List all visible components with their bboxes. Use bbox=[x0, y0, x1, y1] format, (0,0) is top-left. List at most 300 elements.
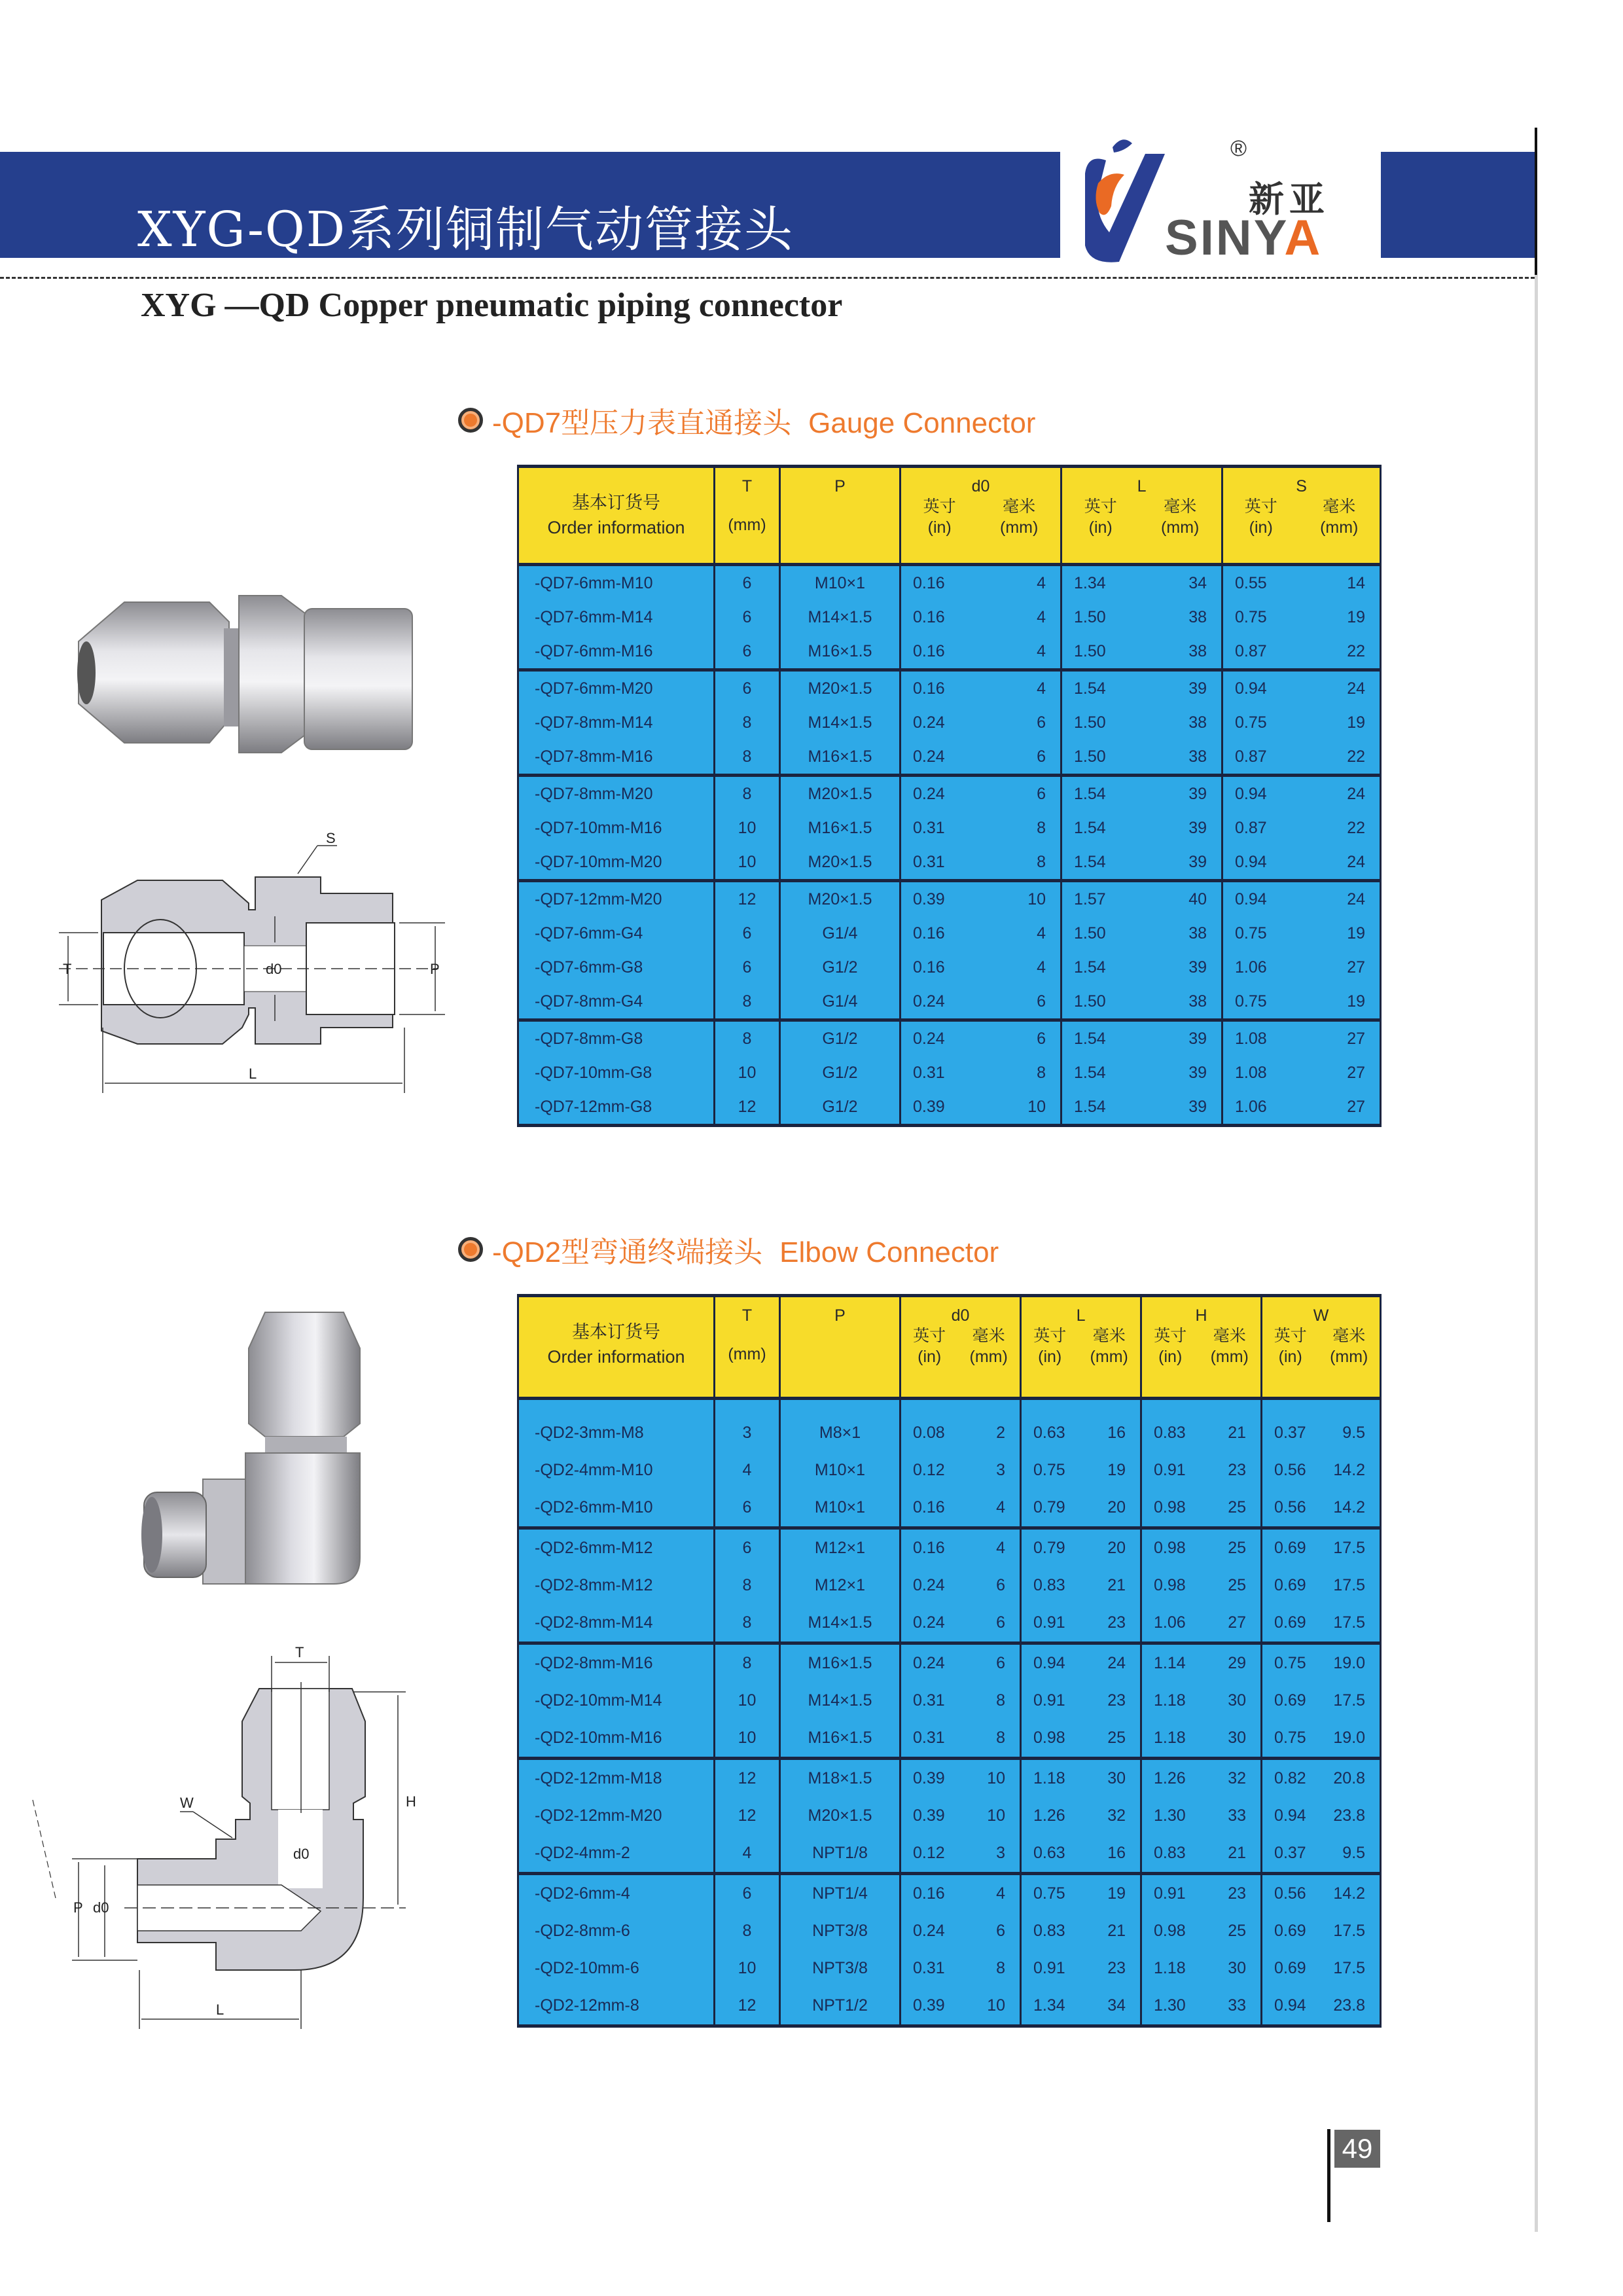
cell-h-mm: 33 bbox=[1202, 1797, 1262, 1835]
cell-d0-mm: 10 bbox=[981, 1090, 1061, 1126]
cell-t: 12 bbox=[715, 1090, 780, 1126]
cell-l-mm: 38 bbox=[1142, 916, 1222, 950]
cell-d0-in: 0.16 bbox=[901, 1874, 961, 1913]
table-row bbox=[518, 1399, 1381, 1452]
table-row bbox=[518, 1719, 1381, 1759]
cell-l-mm: 16 bbox=[1081, 1399, 1141, 1452]
cell-w-in: 0.69 bbox=[1262, 1682, 1321, 1719]
cell-p: M18×1.5 bbox=[780, 1759, 901, 1798]
elbow-connector-photo bbox=[118, 1296, 380, 1590]
section-heading-gauge bbox=[458, 399, 1035, 441]
cell-p: NPT1/4 bbox=[780, 1874, 901, 1913]
cell-p: M10×1 bbox=[780, 1489, 901, 1528]
cell-h-in: 1.06 bbox=[1141, 1604, 1202, 1643]
cell-s-in: 0.94 bbox=[1222, 670, 1301, 706]
cell-order: -QD7-6mm-M20 bbox=[518, 670, 715, 706]
cell-l-mm: 23 bbox=[1081, 1682, 1141, 1719]
cell-w-in: 0.69 bbox=[1262, 1604, 1321, 1643]
page-subtitle: XYG —QD Copper pneumatic piping connector bbox=[141, 287, 843, 324]
col-header-w: W 英寸 (in) 毫米 (mm) bbox=[1262, 1296, 1381, 1399]
cell-l-in: 1.54 bbox=[1061, 845, 1142, 881]
cell-d0-mm: 6 bbox=[981, 1020, 1061, 1056]
cell-h-in: 0.91 bbox=[1141, 1874, 1202, 1913]
col-header-h: H 英寸 (in) 毫米 (mm) bbox=[1141, 1296, 1262, 1399]
cell-d0-in: 0.24 bbox=[901, 776, 981, 812]
cell-t: 6 bbox=[715, 634, 780, 670]
cell-h-in: 1.18 bbox=[1141, 1682, 1202, 1719]
cell-t: 6 bbox=[715, 916, 780, 950]
cell-s-in: 0.94 bbox=[1222, 881, 1301, 917]
table-row bbox=[518, 1835, 1381, 1874]
cell-order: -QD2-12mm-M18 bbox=[518, 1759, 715, 1798]
cell-d0-in: 0.24 bbox=[901, 1604, 961, 1643]
cell-t: 6 bbox=[715, 1528, 780, 1568]
cell-l-in: 1.18 bbox=[1021, 1759, 1081, 1798]
dim-label-p: P bbox=[73, 1899, 83, 1916]
section-heading-elbow bbox=[458, 1229, 999, 1270]
cell-d0-mm: 4 bbox=[981, 670, 1061, 706]
cell-d0-in: 0.24 bbox=[901, 1912, 961, 1950]
cell-d0-mm: 6 bbox=[961, 1567, 1021, 1604]
cell-order: -QD2-8mm-6 bbox=[518, 1912, 715, 1950]
cell-l-mm: 19 bbox=[1081, 1452, 1141, 1489]
cell-l-mm: 38 bbox=[1142, 634, 1222, 670]
table-row bbox=[518, 1987, 1381, 2026]
cell-t: 8 bbox=[715, 706, 780, 740]
cell-s-mm: 19 bbox=[1301, 916, 1381, 950]
cell-h-mm: 25 bbox=[1202, 1912, 1262, 1950]
cell-s-in: 0.75 bbox=[1222, 984, 1301, 1020]
cell-s-mm: 22 bbox=[1301, 740, 1381, 776]
cell-l-in: 1.50 bbox=[1061, 706, 1142, 740]
cell-s-mm: 19 bbox=[1301, 984, 1381, 1020]
bullet-icon bbox=[458, 1237, 483, 1262]
cell-l-in: 1.26 bbox=[1021, 1797, 1081, 1835]
cell-w-mm: 9.5 bbox=[1321, 1835, 1381, 1874]
page-number-rule bbox=[1327, 2129, 1330, 2222]
cell-l-in: 1.50 bbox=[1061, 634, 1142, 670]
cell-d0-in: 0.16 bbox=[901, 565, 981, 601]
cell-t: 10 bbox=[715, 1719, 780, 1759]
cell-l-mm: 21 bbox=[1081, 1912, 1141, 1950]
cell-d0-in: 0.31 bbox=[901, 1719, 961, 1759]
cell-p: G1/2 bbox=[780, 1090, 901, 1126]
cell-p: M10×1 bbox=[780, 1452, 901, 1489]
cell-d0-in: 0.12 bbox=[901, 1452, 961, 1489]
cell-order: -QD7-10mm-G8 bbox=[518, 1056, 715, 1090]
cell-p: G1/2 bbox=[780, 1020, 901, 1056]
table-row bbox=[518, 1797, 1381, 1835]
table-row bbox=[518, 984, 1381, 1020]
cell-l-in: 1.54 bbox=[1061, 1056, 1142, 1090]
cell-l-mm: 38 bbox=[1142, 740, 1222, 776]
order-en: Order information bbox=[547, 518, 685, 537]
cell-l-mm: 40 bbox=[1142, 881, 1222, 917]
cell-t: 8 bbox=[715, 1020, 780, 1056]
cell-d0-mm: 4 bbox=[981, 916, 1061, 950]
table-row bbox=[518, 1489, 1381, 1528]
cell-order: -QD2-6mm-M12 bbox=[518, 1528, 715, 1568]
cell-l-in: 0.75 bbox=[1021, 1452, 1081, 1489]
cell-p: M8×1 bbox=[780, 1399, 901, 1452]
cell-p: NPT3/8 bbox=[780, 1912, 901, 1950]
cell-d0-mm: 3 bbox=[961, 1452, 1021, 1489]
cell-l-mm: 38 bbox=[1142, 600, 1222, 634]
cell-l-in: 1.50 bbox=[1061, 600, 1142, 634]
cell-p: M20×1.5 bbox=[780, 670, 901, 706]
dim-label-d0: d0 bbox=[93, 1899, 109, 1916]
cell-p: M14×1.5 bbox=[780, 1604, 901, 1643]
cell-p: G1/4 bbox=[780, 916, 901, 950]
cell-l-mm: 38 bbox=[1142, 706, 1222, 740]
cell-d0-in: 0.12 bbox=[901, 1835, 961, 1874]
cell-d0-in: 0.31 bbox=[901, 1950, 961, 1987]
cell-s-in: 0.94 bbox=[1222, 776, 1301, 812]
cell-w-in: 0.37 bbox=[1262, 1835, 1321, 1874]
elbow-connector-spec-table bbox=[517, 1294, 1382, 2028]
cell-d0-in: 0.39 bbox=[901, 1759, 961, 1798]
cell-s-in: 1.06 bbox=[1222, 950, 1301, 984]
cell-order: -QD2-6mm-M10 bbox=[518, 1489, 715, 1528]
col-header-t: T (mm) bbox=[715, 1296, 780, 1399]
section-heading-cn: -QD2型弯通终端接头 bbox=[492, 1236, 763, 1268]
cell-s-in: 0.87 bbox=[1222, 634, 1301, 670]
cell-h-mm: 30 bbox=[1202, 1950, 1262, 1987]
cell-l-in: 0.83 bbox=[1021, 1912, 1081, 1950]
cell-l-in: 1.50 bbox=[1061, 740, 1142, 776]
table-row bbox=[518, 740, 1381, 776]
brand-name-en bbox=[1165, 209, 1322, 266]
cell-w-mm: 17.5 bbox=[1321, 1604, 1381, 1643]
cell-l-mm: 32 bbox=[1081, 1797, 1141, 1835]
header-band-right bbox=[1381, 152, 1537, 258]
cell-d0-mm: 2 bbox=[961, 1399, 1021, 1452]
cell-order: -QD2-10mm-6 bbox=[518, 1950, 715, 1987]
table-row bbox=[518, 845, 1381, 881]
cell-t: 8 bbox=[715, 1912, 780, 1950]
cell-d0-in: 0.39 bbox=[901, 1987, 961, 2026]
cell-l-mm: 39 bbox=[1142, 776, 1222, 812]
cell-s-in: 1.08 bbox=[1222, 1020, 1301, 1056]
cell-w-in: 0.69 bbox=[1262, 1912, 1321, 1950]
cell-h-mm: 25 bbox=[1202, 1528, 1262, 1568]
table-row bbox=[518, 1056, 1381, 1090]
cell-h-in: 1.18 bbox=[1141, 1719, 1202, 1759]
cell-w-mm: 17.5 bbox=[1321, 1682, 1381, 1719]
table-row bbox=[518, 600, 1381, 634]
cell-w-mm: 23.8 bbox=[1321, 1987, 1381, 2026]
cell-d0-in: 0.39 bbox=[901, 1090, 981, 1126]
col-header-order bbox=[518, 1296, 715, 1399]
cell-l-in: 1.50 bbox=[1061, 984, 1142, 1020]
elbow-connector-photo-icon bbox=[118, 1296, 380, 1590]
cell-l-mm: 34 bbox=[1081, 1987, 1141, 2026]
cell-w-mm: 17.5 bbox=[1321, 1567, 1381, 1604]
cell-d0-in: 0.08 bbox=[901, 1399, 961, 1452]
order-en: Order information bbox=[547, 1347, 685, 1367]
cell-order: -QD7-6mm-M16 bbox=[518, 634, 715, 670]
cell-s-mm: 27 bbox=[1301, 1090, 1381, 1126]
cell-p: M14×1.5 bbox=[780, 706, 901, 740]
cell-s-mm: 24 bbox=[1301, 845, 1381, 881]
order-cn: 基本订货号 bbox=[572, 1322, 660, 1342]
table-row bbox=[518, 1452, 1381, 1489]
cell-d0-in: 0.39 bbox=[901, 1797, 961, 1835]
cell-w-in: 0.94 bbox=[1262, 1797, 1321, 1835]
cell-t: 10 bbox=[715, 811, 780, 845]
cell-d0-mm: 4 bbox=[961, 1489, 1021, 1528]
cell-order: -QD7-8mm-M14 bbox=[518, 706, 715, 740]
dim-label-w: W bbox=[180, 1795, 194, 1811]
table-row bbox=[518, 1643, 1381, 1683]
cell-s-mm: 14 bbox=[1301, 565, 1381, 601]
cell-l-in: 1.54 bbox=[1061, 950, 1142, 984]
table-row bbox=[518, 1567, 1381, 1604]
cell-w-in: 0.94 bbox=[1262, 1987, 1321, 2026]
cell-w-in: 0.69 bbox=[1262, 1950, 1321, 1987]
brand-name-en-tail: A bbox=[1284, 210, 1323, 266]
table-row bbox=[518, 1604, 1381, 1643]
cell-s-in: 0.55 bbox=[1222, 565, 1301, 601]
cell-d0-mm: 4 bbox=[961, 1874, 1021, 1913]
cell-l-in: 1.54 bbox=[1061, 670, 1142, 706]
col-header-l: L 英寸 (in) 毫米 (mm) bbox=[1061, 467, 1222, 565]
cell-t: 6 bbox=[715, 670, 780, 706]
table-row bbox=[518, 881, 1381, 917]
cell-h-mm: 32 bbox=[1202, 1759, 1262, 1798]
cell-d0-mm: 4 bbox=[961, 1528, 1021, 1568]
cell-order: -QD2-8mm-M12 bbox=[518, 1567, 715, 1604]
cell-order: -QD7-10mm-M20 bbox=[518, 845, 715, 881]
cell-d0-in: 0.31 bbox=[901, 1682, 961, 1719]
cell-h-in: 0.98 bbox=[1141, 1912, 1202, 1950]
dim-label-t: T bbox=[295, 1644, 304, 1660]
dim-label-h: H bbox=[406, 1793, 416, 1810]
table-row bbox=[518, 634, 1381, 670]
cell-l-in: 0.79 bbox=[1021, 1528, 1081, 1568]
cell-h-in: 1.14 bbox=[1141, 1643, 1202, 1683]
table-row bbox=[518, 916, 1381, 950]
table-row bbox=[518, 1950, 1381, 1987]
cell-w-in: 0.69 bbox=[1262, 1528, 1321, 1568]
cell-t: 12 bbox=[715, 881, 780, 917]
cell-h-mm: 23 bbox=[1202, 1874, 1262, 1913]
cell-l-mm: 39 bbox=[1142, 811, 1222, 845]
cell-t: 10 bbox=[715, 845, 780, 881]
cell-order: -QD2-10mm-M16 bbox=[518, 1719, 715, 1759]
cell-p: M20×1.5 bbox=[780, 1797, 901, 1835]
cell-h-mm: 21 bbox=[1202, 1835, 1262, 1874]
table-row bbox=[518, 776, 1381, 812]
cell-p: M16×1.5 bbox=[780, 1719, 901, 1759]
table-row bbox=[518, 1020, 1381, 1056]
cell-w-mm: 17.5 bbox=[1321, 1950, 1381, 1987]
cell-s-mm: 27 bbox=[1301, 950, 1381, 984]
cell-d0-mm: 3 bbox=[961, 1835, 1021, 1874]
cell-d0-mm: 8 bbox=[961, 1719, 1021, 1759]
cell-d0-mm: 4 bbox=[981, 950, 1061, 984]
cell-order: -QD2-12mm-8 bbox=[518, 1987, 715, 2026]
cell-h-in: 0.91 bbox=[1141, 1452, 1202, 1489]
cell-w-mm: 17.5 bbox=[1321, 1912, 1381, 1950]
cell-l-mm: 39 bbox=[1142, 1020, 1222, 1056]
page-title: XYG-QD系列铜制气动管接头 bbox=[137, 202, 794, 258]
col-header-t: T (mm) bbox=[715, 467, 780, 565]
cell-w-in: 0.37 bbox=[1262, 1399, 1321, 1452]
cell-h-in: 1.18 bbox=[1141, 1950, 1202, 1987]
cell-s-in: 0.94 bbox=[1222, 845, 1301, 881]
cell-h-mm: 25 bbox=[1202, 1567, 1262, 1604]
cell-d0-in: 0.31 bbox=[901, 811, 981, 845]
cell-l-mm: 24 bbox=[1081, 1643, 1141, 1683]
cell-w-in: 0.75 bbox=[1262, 1719, 1321, 1759]
cell-order: -QD7-6mm-M14 bbox=[518, 600, 715, 634]
cell-p: M16×1.5 bbox=[780, 634, 901, 670]
dim-label-s: S bbox=[326, 830, 336, 846]
cell-p: M16×1.5 bbox=[780, 1643, 901, 1683]
table-row bbox=[518, 670, 1381, 706]
cell-d0-in: 0.24 bbox=[901, 1567, 961, 1604]
table-row bbox=[518, 1912, 1381, 1950]
cell-order: -QD7-6mm-G8 bbox=[518, 950, 715, 984]
registered-mark: ® bbox=[1230, 136, 1247, 161]
dim-label-t: T bbox=[63, 961, 72, 977]
cell-h-mm: 33 bbox=[1202, 1987, 1262, 2026]
cell-d0-mm: 10 bbox=[961, 1759, 1021, 1798]
gauge-connector-photo bbox=[72, 569, 438, 766]
cell-d0-mm: 6 bbox=[981, 984, 1061, 1020]
cell-t: 6 bbox=[715, 600, 780, 634]
cell-s-in: 0.75 bbox=[1222, 600, 1301, 634]
col-header-l: L 英寸 (in) 毫米 (mm) bbox=[1021, 1296, 1141, 1399]
cell-h-in: 1.26 bbox=[1141, 1759, 1202, 1798]
col-header-d0: d0 英寸 (in) 毫米 (mm) bbox=[901, 1296, 1021, 1399]
cell-l-mm: 39 bbox=[1142, 1090, 1222, 1126]
cell-d0-mm: 10 bbox=[961, 1987, 1021, 2026]
cell-h-mm: 27 bbox=[1202, 1604, 1262, 1643]
cell-w-in: 0.56 bbox=[1262, 1874, 1321, 1913]
table-row bbox=[518, 565, 1381, 601]
cell-t: 8 bbox=[715, 1643, 780, 1683]
cell-l-in: 1.57 bbox=[1061, 881, 1142, 917]
cell-order: -QD2-4mm-M10 bbox=[518, 1452, 715, 1489]
cell-d0-in: 0.24 bbox=[901, 984, 981, 1020]
cell-l-in: 1.34 bbox=[1061, 565, 1142, 601]
cell-l-mm: 39 bbox=[1142, 845, 1222, 881]
header-divider bbox=[0, 277, 1535, 279]
cell-w-in: 0.75 bbox=[1262, 1643, 1321, 1683]
cell-p: NPT1/2 bbox=[780, 1987, 901, 2026]
cell-l-in: 0.79 bbox=[1021, 1489, 1081, 1528]
cell-d0-mm: 8 bbox=[981, 845, 1061, 881]
cell-d0-in: 0.24 bbox=[901, 1643, 961, 1683]
cell-s-in: 0.87 bbox=[1222, 740, 1301, 776]
cell-order: -QD7-6mm-G4 bbox=[518, 916, 715, 950]
cell-t: 4 bbox=[715, 1452, 780, 1489]
cell-d0-mm: 4 bbox=[981, 565, 1061, 601]
bullet-icon bbox=[458, 408, 483, 433]
cell-h-in: 1.30 bbox=[1141, 1797, 1202, 1835]
cell-l-mm: 21 bbox=[1081, 1567, 1141, 1604]
cell-l-in: 0.94 bbox=[1021, 1643, 1081, 1683]
cell-t: 12 bbox=[715, 1797, 780, 1835]
cell-order: -QD7-8mm-M20 bbox=[518, 776, 715, 812]
cell-t: 8 bbox=[715, 740, 780, 776]
cell-l-in: 1.34 bbox=[1021, 1987, 1081, 2026]
cell-order: -QD7-8mm-G4 bbox=[518, 984, 715, 1020]
cell-l-mm: 25 bbox=[1081, 1719, 1141, 1759]
cell-p: G1/2 bbox=[780, 1056, 901, 1090]
cell-p: M16×1.5 bbox=[780, 811, 901, 845]
cell-t: 8 bbox=[715, 1567, 780, 1604]
cell-t: 10 bbox=[715, 1682, 780, 1719]
cell-d0-in: 0.16 bbox=[901, 1528, 961, 1568]
cell-order: -QD2-4mm-2 bbox=[518, 1835, 715, 1874]
cell-d0-in: 0.31 bbox=[901, 845, 981, 881]
cell-s-mm: 24 bbox=[1301, 881, 1381, 917]
cell-t: 8 bbox=[715, 984, 780, 1020]
cell-p: M12×1 bbox=[780, 1528, 901, 1568]
cell-d0-mm: 10 bbox=[961, 1797, 1021, 1835]
cell-t: 6 bbox=[715, 1489, 780, 1528]
cell-w-mm: 19.0 bbox=[1321, 1719, 1381, 1759]
cell-l-in: 0.75 bbox=[1021, 1874, 1081, 1913]
table-row bbox=[518, 1528, 1381, 1568]
cell-s-mm: 22 bbox=[1301, 634, 1381, 670]
cell-order: -QD2-3mm-M8 bbox=[518, 1399, 715, 1452]
cell-p: M10×1 bbox=[780, 565, 901, 601]
cell-w-mm: 20.8 bbox=[1321, 1759, 1381, 1798]
cell-h-in: 0.98 bbox=[1141, 1567, 1202, 1604]
cell-order: -QD2-8mm-M14 bbox=[518, 1604, 715, 1643]
cell-s-in: 0.75 bbox=[1222, 916, 1301, 950]
cell-h-mm: 23 bbox=[1202, 1452, 1262, 1489]
cell-l-in: 1.54 bbox=[1061, 776, 1142, 812]
cell-w-mm: 17.5 bbox=[1321, 1528, 1381, 1568]
cell-l-mm: 16 bbox=[1081, 1835, 1141, 1874]
cell-d0-in: 0.39 bbox=[901, 881, 981, 917]
cell-d0-mm: 4 bbox=[981, 600, 1061, 634]
dim-label-l: L bbox=[249, 1066, 257, 1082]
cell-d0-mm: 8 bbox=[961, 1682, 1021, 1719]
page-number: 49 bbox=[1334, 2130, 1380, 2168]
cell-order: -QD2-6mm-4 bbox=[518, 1874, 715, 1913]
cell-d0-in: 0.16 bbox=[901, 600, 981, 634]
cell-p: M20×1.5 bbox=[780, 776, 901, 812]
cell-l-mm: 34 bbox=[1142, 565, 1222, 601]
cell-d0-mm: 6 bbox=[961, 1643, 1021, 1683]
cell-h-in: 1.30 bbox=[1141, 1987, 1202, 2026]
cell-w-mm: 23.8 bbox=[1321, 1797, 1381, 1835]
cell-s-mm: 27 bbox=[1301, 1020, 1381, 1056]
table-row bbox=[518, 950, 1381, 984]
cell-w-mm: 14.2 bbox=[1321, 1489, 1381, 1528]
cell-w-mm: 9.5 bbox=[1321, 1399, 1381, 1452]
brand-name-cn: 新亚 bbox=[1249, 178, 1330, 220]
cell-s-in: 0.87 bbox=[1222, 811, 1301, 845]
cell-l-in: 1.54 bbox=[1061, 811, 1142, 845]
cell-p: M12×1 bbox=[780, 1567, 901, 1604]
col-header-p: P bbox=[780, 467, 901, 565]
cell-l-mm: 39 bbox=[1142, 1056, 1222, 1090]
order-cn: 基本订货号 bbox=[572, 493, 660, 512]
cell-l-mm: 39 bbox=[1142, 950, 1222, 984]
cell-p: M20×1.5 bbox=[780, 881, 901, 917]
table-row bbox=[518, 1874, 1381, 1913]
cell-t: 8 bbox=[715, 776, 780, 812]
dim-label-d0: d0 bbox=[266, 961, 282, 977]
cell-d0-mm: 6 bbox=[981, 706, 1061, 740]
